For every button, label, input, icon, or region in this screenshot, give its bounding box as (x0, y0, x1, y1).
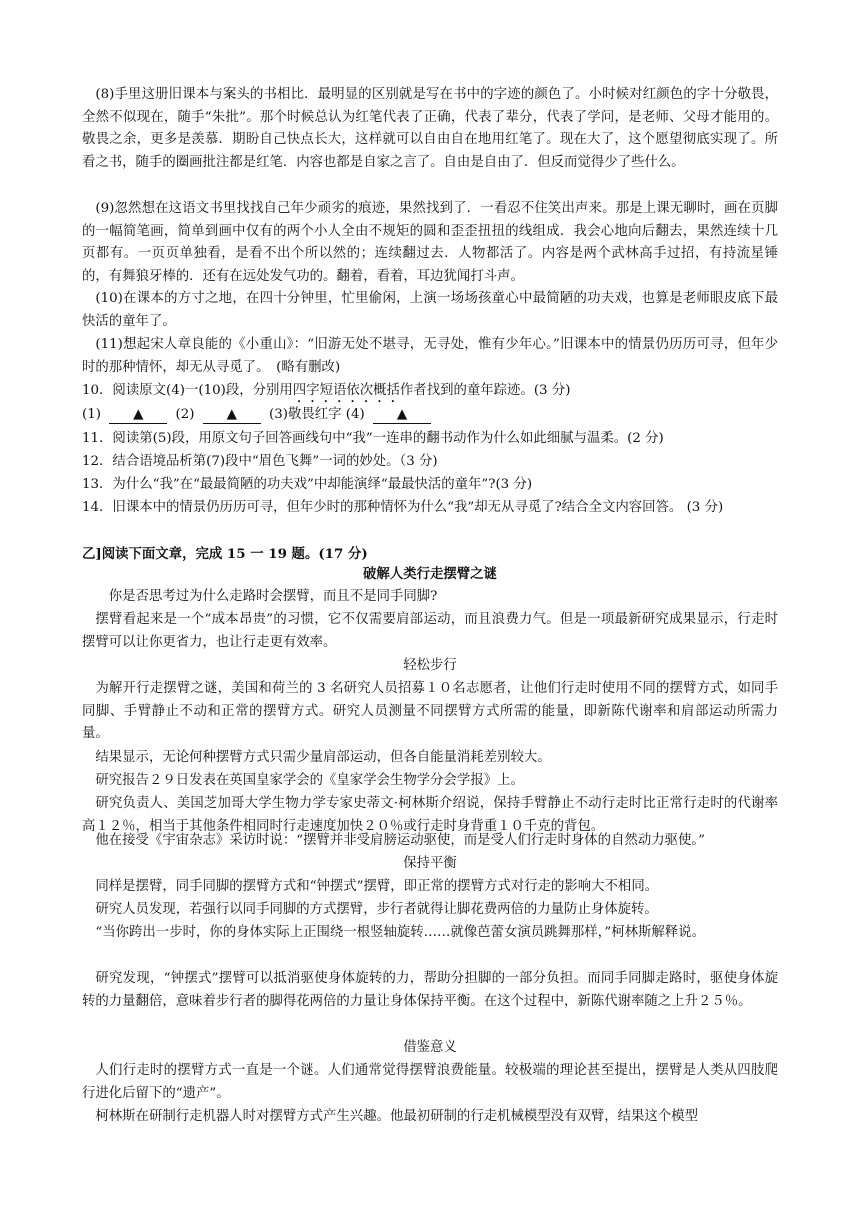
article-title: 破解人类行走摆臂之谜 (363, 566, 497, 582)
answer-blank-1[interactable]: ▲ (109, 407, 167, 424)
question-13: 13．为什么“我”在“最最简陋的功夫戏”中却能演绎“最最快活的童年”?(3 分) (82, 477, 533, 492)
section3-paragraph-2: 柯林斯在研制行走机器人时对摆臂方式产生兴趣。他最初研制的行走机械模型没有双臂，结果这个模型 (95, 1109, 698, 1124)
section2-paragraph-2: 研究人员发现，若强行以同手同脚的方式摆臂，步行者就得让脚花费两倍的力量防止身体旋转。 (95, 902, 658, 917)
section1-paragraph-2: 结果显示，无论何种摆臂方式只需少量肩部运动，但各自能量消耗差别较大。 (95, 750, 551, 765)
section2-paragraph-4: 研究发现，“钟摆式”摆臂可以抵消驱使身体旋转的力，帮助分担脚的一部分负担。而同手同脚走路时，驱使身体旋转的力量翻倍，意味着步行者的脚得花两倍的力量让身体保持平衡。在这个过程中，新陈代谢率随之上升２５％。 (82, 971, 778, 1009)
question-10-points: 作者找到的童年踪迹。(3 分) (399, 383, 571, 398)
blank-1-label: (1) (82, 407, 101, 422)
intro-paragraph-1: 你是否思考过为什么走路时会摆臂，而且不是同手同脚? (108, 589, 438, 604)
answer-blank-4[interactable]: ▲ (373, 407, 431, 424)
paragraph-9: (9)忽然想在这语文书里找找自己年少顽劣的痕迹，果然找到了．一看忍不住笑出声来。那是上课无聊时，画在页脚的一幅简笔画，简单到画中仅有的两个小人全由不规矩的圆和歪歪扭扭的线组成．我会心地向后翻去，果然连续十几页都有。一页页单独看，是看不出个所以然的；连续翻过去．人物都活了。内容是两个武林高手过招，有持流星锤的，有舞狼牙棒的．还有在远处发气功的。翻着，看着，耳边犹闻打斗声。 (82, 201, 778, 284)
question-10-emphasis: 四字短语依次概括 (292, 383, 400, 398)
answer-blank-2[interactable]: ▲ (203, 407, 261, 424)
paragraph-11: (11)想起宋人章良能的《小重山》：“旧游无处不堪寻，无寻处，惟有少年心。”旧课本中的情景仍历历可寻，但年少时的那种情怀，却无从寻觅了。 (略有删改) (82, 337, 778, 375)
question-14: 14．旧课本中的情景仍历历可寻，但年少时的那种情怀为什么“我”却无从寻觅了?结合全文内容回答。 (3 分) (82, 500, 724, 515)
question-10 (82, 380, 778, 406)
section2-paragraph-1: 同样是摆臂，同手同脚的摆臂方式和“钟摆式”摆臂，即正常的摆臂方式对行走的影响大不相同。 (95, 879, 659, 894)
question-11: 11．阅读第(5)段，用原文句子回答画线句中“我”一连串的翻书动作为什么如此细腻与温柔。(2 分) (82, 431, 664, 446)
blank-2-label: (2) (175, 407, 195, 422)
blank-4-label: (4) (345, 407, 365, 422)
intro-paragraph-2: 摆臂看起来是一个“成本昂贵”的习惯，它不仅需要肩部运动，而且浪费力气。但是一项最新研究成果显示，行走时摆臂可以让你更省力，也让行走更有效率。 (82, 612, 778, 650)
section2-paragraph-3: “当你跨出一步时，你的身体实际上正围绕一根竖轴旋转……就像芭蕾女演员跳舞那样，”柯林斯解释说。 (95, 925, 705, 940)
question-10-blanks (82, 404, 778, 427)
section-heading: 乙]阅读下面文章，完成 15 一 19 题。(17 分) (82, 546, 368, 562)
question-10-text: 10．阅读原文(4)一(10)段，分别用 (82, 383, 293, 398)
blank-3-answer: (3)敬畏红字 (269, 407, 342, 422)
section1-paragraph-1: 为解开行走摆臂之谜，美国和荷兰的 3 名研究人员招募１０名志愿者，让他们行走时使用不同的摆臂方式，如同手同脚、手臂静止不动和正常的摆臂方式。研究人员测量不同摆臂方式所需的能量，即新陈代谢率和肩部运动所需力量。 (82, 681, 778, 742)
question-12: 12．结合语境品析第(7)段中“眉色飞舞”一词的妙处。（3 分) (82, 454, 438, 469)
subheading-balance: 保持平衡 (403, 856, 457, 871)
paragraph-8: (8)手里这册旧课本与案头的书相比．最明显的区别就是写在书中的字迹的颜色了。小时候对红颜色的字十分敬畏，全然不似现在，随手“朱批”。那个时候总认为红笔代表了正确，代表了辈分，代表了学问，是老师、父母才能用的。敬畏之余，更多是羡慕．期盼自己快点长大，这样就可以自由自在地用红笔了。现在大了，这个愿望彻底实现了。所看之书，随手的圈画批注都是红笔．内容也都是自家之言了。自由是自由了．但反而觉得少了些什么。 (82, 87, 778, 170)
subheading-easy-walking: 轻松步行 (403, 658, 457, 673)
section3-paragraph-1: 人们行走时的摆臂方式一直是一个谜。人们通常觉得摆臂浪费能量。较极端的理论甚至提出，摆臂是人类从四肢爬行进化后留下的“遗产”。 (82, 1063, 778, 1101)
subheading-reference: 借鉴意义 (403, 1040, 457, 1055)
section1-paragraph-4: 研究负责人、美国芝加哥大学生物力学专家史蒂文·柯林斯介绍说，保持手臂静止不动行走时比正常行走时的代谢率高１２％，相当于其他条件相同时行走速度加快２０％或行走时身背重１０千克的背包。 (82, 796, 778, 834)
paragraph-10: (10)在课本的方寸之地，在四十分钟里，忙里偷闲，上演一场场孩童心中最简陋的功夫戏，也算是老师眼皮底下最快活的童年了。 (82, 291, 778, 329)
section1-paragraph-5: 他在接受《宇宙杂志》采访时说：“摆臂并非受肩膀运动驱使，而是受人们行走时身体的自然动力驱使。” (95, 833, 705, 848)
section1-paragraph-3: 研究报告２９日发表在英国皇家学会的《皇家学会生物学分会学报》上。 (95, 773, 524, 788)
